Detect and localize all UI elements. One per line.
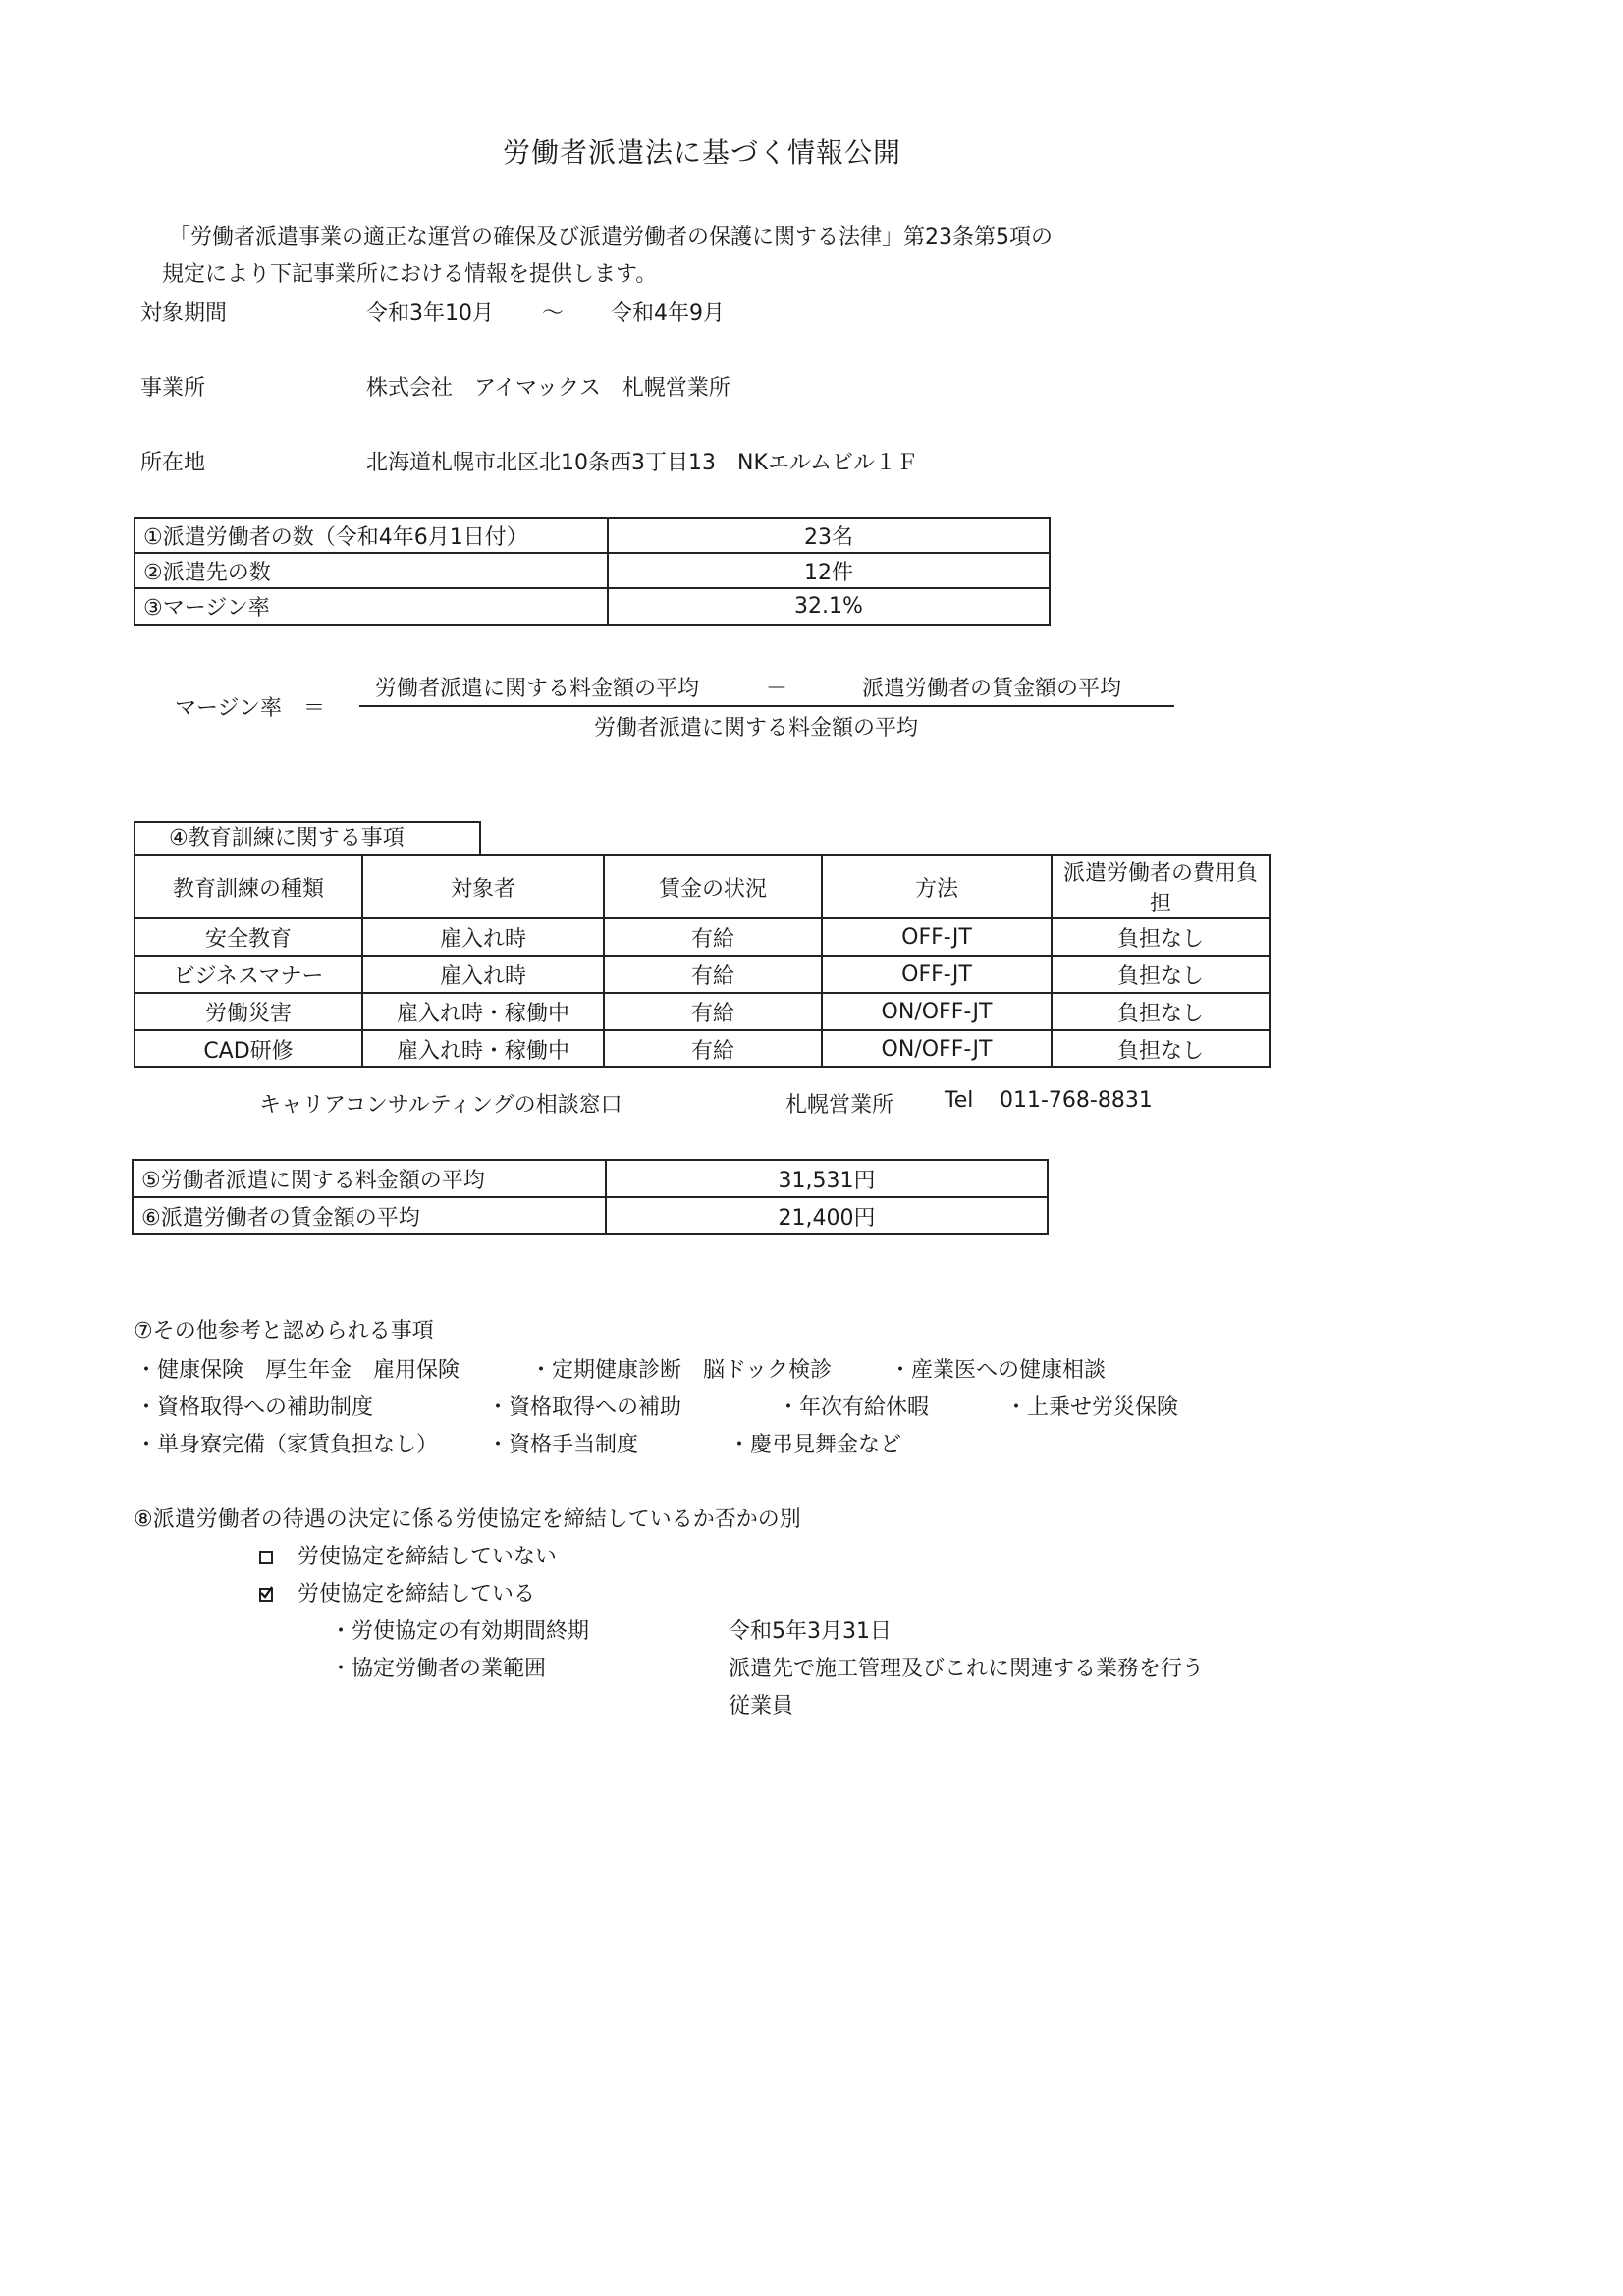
other-item: ・上乗せ労災保険	[1005, 1395, 1179, 1420]
checkbox-unchecked[interactable]	[259, 1551, 273, 1564]
training-cell: 負担なし	[1052, 918, 1270, 956]
period-to: 令和4年9月	[611, 301, 725, 326]
training-cell: CAD研修	[135, 1030, 362, 1067]
other-heading: ⑦その他参考と認められる事項	[134, 1319, 434, 1343]
other-item: ・資格手当制度	[487, 1433, 639, 1457]
fees-row	[133, 1160, 1048, 1197]
training-cell: 有給	[604, 956, 822, 993]
address-label: 所在地	[140, 451, 206, 475]
training-cell: 有給	[604, 918, 822, 956]
training-caption: ④教育訓練に関する事項	[134, 821, 481, 854]
agreement-scope-label: ・協定労働者の業範囲	[330, 1657, 547, 1681]
other-item: ・産業医への健康相談	[890, 1358, 1107, 1383]
agreement-heading: ⑧派遣労働者の待遇の決定に係る労使協定を締結しているか否かの別	[134, 1507, 801, 1532]
formula-numerator-a: 労働者派遣に関する料金額の平均	[375, 677, 700, 701]
training-row	[135, 918, 1270, 956]
intro-line-2: 規定により下記事業所における情報を提供します。	[162, 262, 658, 287]
training-cell: 負担なし	[1052, 1030, 1270, 1067]
training-header: 方法	[822, 855, 1052, 918]
stats-table	[134, 517, 1051, 626]
formula-minus: －	[766, 677, 788, 701]
fees-table	[132, 1159, 1049, 1235]
training-cell: 雇入れ時	[362, 956, 604, 993]
agreement-term-value: 令和5年3月31日	[729, 1619, 892, 1644]
office-label: 事業所	[140, 376, 206, 401]
training-cell: ON/OFF-JT	[822, 993, 1052, 1030]
stats-row	[135, 518, 1050, 553]
office-value: 株式会社 アイマックス 札幌営業所	[366, 376, 730, 401]
fees-value: 31,531円	[606, 1160, 1048, 1197]
training-row	[135, 993, 1270, 1030]
career-tel-label: Tel	[945, 1088, 974, 1113]
training-cell: 有給	[604, 993, 822, 1030]
fees-label: ⑤労働者派遣に関する料金額の平均	[133, 1160, 606, 1197]
period-separator: ～	[542, 301, 565, 326]
page-title: 労働者派遣法に基づく情報公開	[503, 137, 902, 169]
training-cell: 負担なし	[1052, 993, 1270, 1030]
stats-row	[135, 588, 1050, 625]
stats-label: ③マージン率	[135, 588, 608, 625]
other-item: ・年次有給休暇	[778, 1395, 930, 1420]
fees-row	[133, 1197, 1048, 1234]
career-label: キャリアコンサルティングの相談窓口	[259, 1093, 622, 1118]
checkmark-icon	[259, 1586, 273, 1600]
stats-value: 32.1%	[608, 588, 1050, 625]
stats-value: 23名	[608, 518, 1050, 553]
stats-label: ①派遣労働者の数（令和4年6月1日付）	[135, 518, 608, 553]
other-item: ・単身寮完備（家賃負担なし）	[135, 1433, 439, 1457]
fraction-bar	[359, 705, 1174, 707]
period-label: 対象期間	[140, 301, 228, 326]
agreement-scope-value-2: 従業員	[729, 1694, 794, 1719]
training-cell: 雇入れ時	[362, 918, 604, 956]
training-cell: ON/OFF-JT	[822, 1030, 1052, 1067]
intro-line-1: 「労働者派遣事業の適正な運営の確保及び派遣労働者の保護に関する法律」第23条第5項の	[169, 225, 1053, 249]
training-header: 対象者	[362, 855, 604, 918]
training-cell: ビジネスマナー	[135, 956, 362, 993]
agreement-scope-value-1: 派遣先で施工管理及びこれに関連する業務を行う	[729, 1657, 1205, 1681]
training-row	[135, 956, 1270, 993]
training-cell: 雇入れ時・稼働中	[362, 993, 604, 1030]
training-cell: 雇入れ時・稼働中	[362, 1030, 604, 1067]
training-header-row	[135, 855, 1270, 918]
agreement-term-label: ・労使協定の有効期間終期	[330, 1619, 590, 1644]
checkbox-checked[interactable]	[259, 1588, 273, 1602]
formula-denominator: 労働者派遣に関する料金額の平均	[594, 716, 919, 740]
formula-numerator-b: 派遣労働者の賃金額の平均	[862, 677, 1122, 701]
period-from: 令和3年10月	[366, 301, 494, 326]
agreement-option-no	[259, 1540, 557, 1570]
training-cell: OFF-JT	[822, 918, 1052, 956]
career-tel: 011-768-8831	[1000, 1088, 1153, 1113]
training-header: 賃金の状況	[604, 855, 822, 918]
stats-value: 12件	[608, 553, 1050, 588]
training-row	[135, 1030, 1270, 1067]
fees-value: 21,400円	[606, 1197, 1048, 1234]
training-cell: 負担なし	[1052, 956, 1270, 993]
agreement-option-no-label: 労使協定を締結していない	[298, 1545, 558, 1569]
address-value: 北海道札幌市北区北10条西3丁目13 NKエルムビル１Ｆ	[366, 451, 918, 475]
training-cell: 有給	[604, 1030, 822, 1067]
stats-label: ②派遣先の数	[135, 553, 608, 588]
agreement-option-yes	[259, 1577, 535, 1608]
training-cell: 安全教育	[135, 918, 362, 956]
other-item: ・資格取得への補助	[487, 1395, 682, 1420]
training-header: 教育訓練の種類	[135, 855, 362, 918]
formula-lhs: マージン率 ＝	[175, 696, 326, 721]
other-item: ・健康保険 厚生年金 雇用保険	[135, 1358, 460, 1383]
training-cell: 労働災害	[135, 993, 362, 1030]
other-item: ・慶弔見舞金など	[729, 1433, 902, 1457]
other-item: ・資格取得への補助制度	[135, 1395, 374, 1420]
agreement-option-yes-label: 労使協定を締結している	[298, 1582, 536, 1607]
fees-label: ⑥派遣労働者の賃金額の平均	[133, 1197, 606, 1234]
career-office: 札幌営業所	[785, 1093, 894, 1118]
stats-row	[135, 553, 1050, 588]
training-table	[134, 854, 1271, 1068]
training-cell: OFF-JT	[822, 956, 1052, 993]
other-item: ・定期健康診断 脳ドック検診	[530, 1358, 833, 1383]
training-header: 派遣労働者の費用負担	[1052, 855, 1270, 918]
